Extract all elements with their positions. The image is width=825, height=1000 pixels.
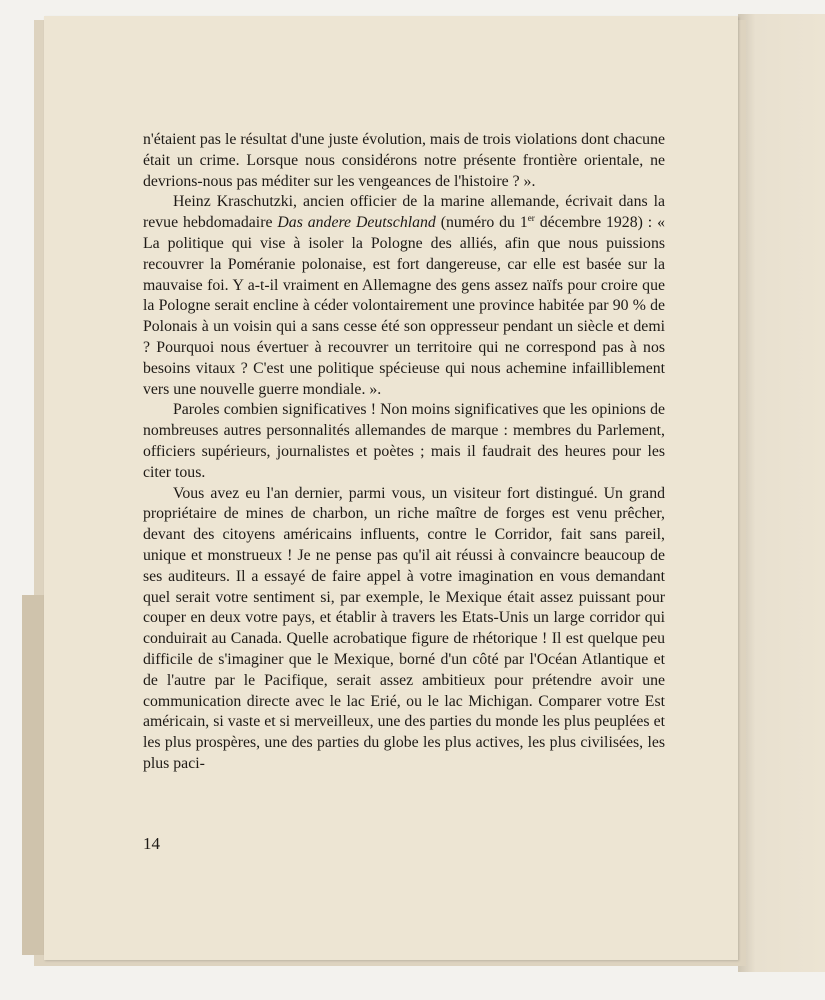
paragraph-4: Vous avez eu l'an dernier, parmi vous, un visiteur fort distingué. Un grand propriétaire de mines de charbon, un riche maître de forges est venu prêcher, devant des citoyens américains influents, contre le Corridor, fait sans pareil, unique et monstrueux ! Je ne pense pas qu'il ait réussi à convaincre beaucoup de ses auditeurs. Il a essayé de faire appel à votre imagination en vous demandant quel serait votre sentiment si, par exemple, le Mexique était assez puissant pour couper en deux votre pays, et établir à travers les Etats-Unis un large corridor qui conduirait au Canada. Quelle acrobatique figure de rhétorique ! Il est quelque peu difficile de s'imaginer que le Mexique, borné d'un côté par l'Océan Atlantique et de l'autre par le Pacifique, serait assez ambitieux pour prétendre avoir une communication directe avec le lac Erié, ou le lac Michigan. Comparer votre Est américain, si vaste et si merveilleux, une des parties du monde les plus peuplées et les plus prospères, une des parties du globe les plus actives, les plus civilisées, les plus paci- — [143, 484, 665, 772]
journal-title: Das andere Deutschland — [277, 214, 436, 232]
page-edge — [22, 595, 46, 955]
paragraph-1: n'étaient pas le résultat d'une juste évolution, mais de trois violations dont chacune était un crime. Lorsque nous considérons notre présente frontière orientale, ne devrions-nous pas méditer sur les vengeances de l'histoire ? ». — [143, 131, 665, 190]
ordinal-superscript: er — [527, 213, 535, 224]
book-spine-shadow — [738, 14, 825, 972]
paragraph-3: Paroles combien significatives ! Non moins significatives que les opinions de nombreuses autres personnalités allemandes de marque : membres du Parlement, officiers supérieurs, journalistes et poètes ; mais il faudrait des heures pour les citer tous. — [143, 401, 665, 481]
paragraph-2 — [143, 192, 665, 400]
paragraph-2-start: Heinz Kraschutzki, ancien officier de la marine allemande, écrivait dans la revue hebdomadaire — [143, 193, 665, 232]
paragraph-2-issue: (numéro du 1 — [435, 214, 528, 232]
paragraph-2-rest: décembre 1928) : « La politique qui vise à isoler la Pologne des alliés, afin que nous puissions recouvrer la Poméranie polonaise, est fort dangereuse, car elle est basée sur la mauvaise foi. Y a-t-il vraiment en Allemagne des gens assez naïfs pour croire que la Pologne serait encline à céder volontairement une province habitée par 90 % de Polonais à un voisin qui a sans cesse été son oppresseur pendant un siècle et demi ? Pourquoi nous évertuer à recouvrer un territoire qui ne correspond pas à nos besoins vitaux ? C'est une politique spécieuse qui nous achemine infailliblement vers une nouvelle guerre mondiale. ». — [143, 214, 665, 398]
page-number: 14 — [143, 834, 160, 853]
body-text — [143, 130, 665, 775]
